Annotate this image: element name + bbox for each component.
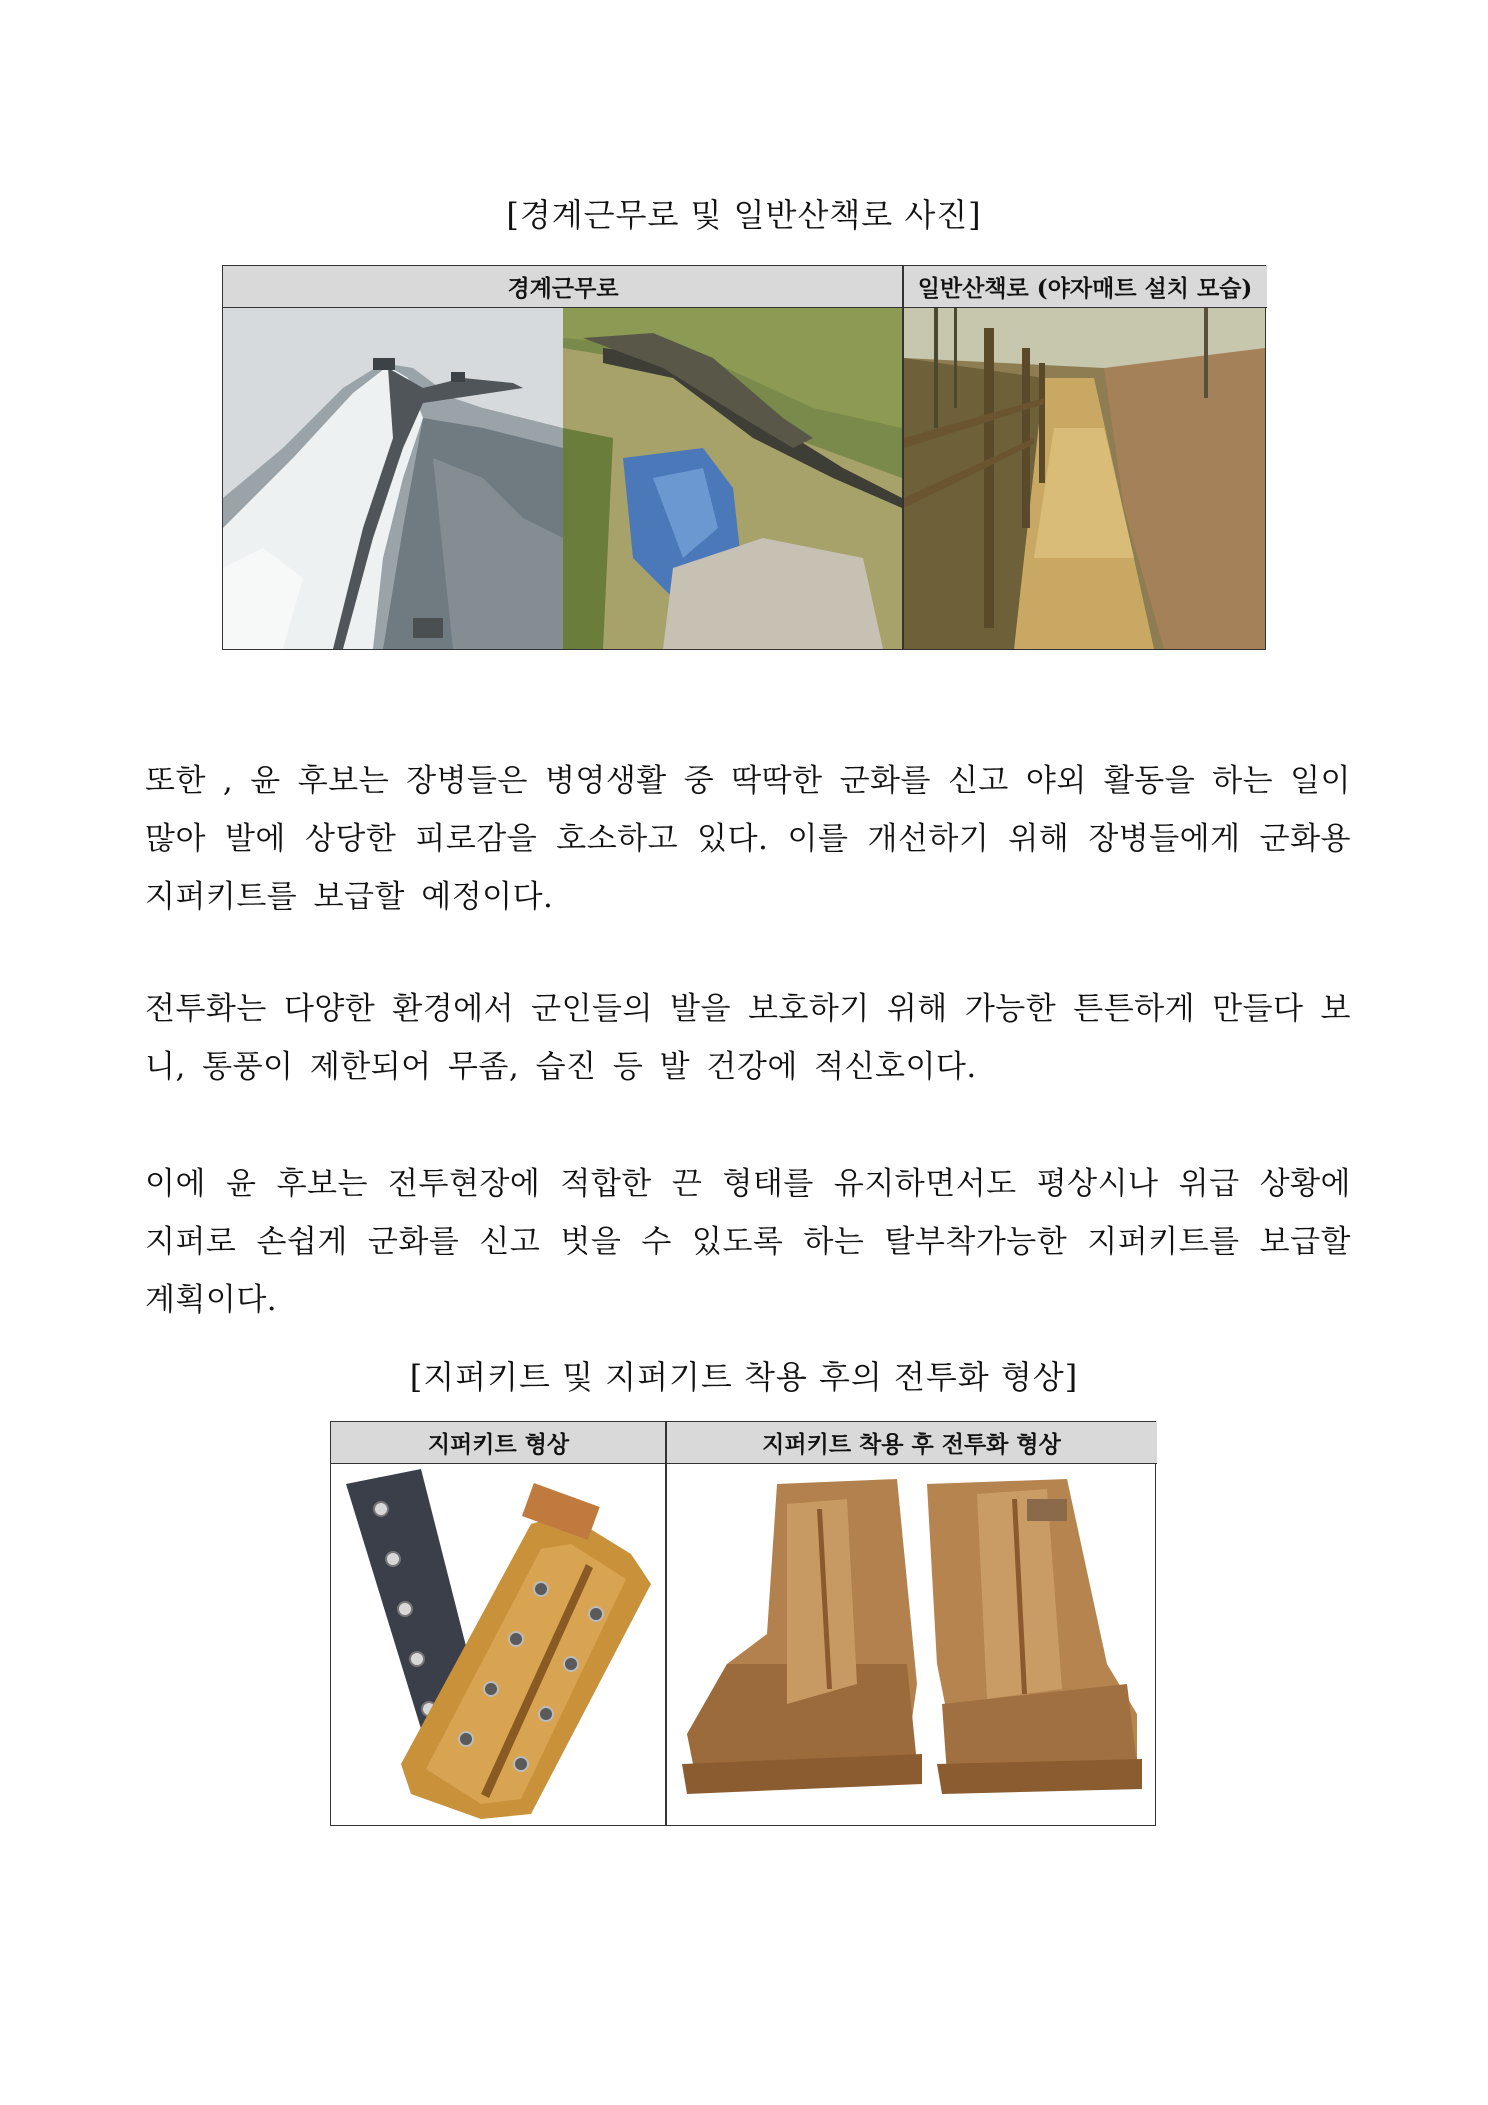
table1-header-patrol-road: 경계근무로 — [223, 266, 903, 308]
photo-table-2 — [330, 1421, 1156, 1826]
figure-caption-2: [지퍼키트 및 지퍼기트 착용 후의 전투화 형상] — [409, 1358, 1079, 1396]
forest-trail-photo — [904, 308, 1265, 649]
paragraph-zipper-kit-plan: 또한 , 윤 후보는 장병들은 병영생활 중 딱딱한 군화를 신고 야외 활동을 하는 일이 많아 발에 상당한 피로감을 호소하고 있다. 이를 개선하기 위해 장병들에게 군화용 지퍼키트를 보급할 예정이다. — [145, 763, 1351, 915]
table2-header-zipper-kit: 지퍼키트 형상 — [331, 1422, 666, 1464]
zipper-kit-photo — [331, 1464, 664, 1825]
boots-with-zipper-photo — [667, 1464, 1155, 1825]
table1-header-trail: 일반산책로 (야자매트 설치 모습) — [903, 266, 1267, 308]
snowy-patrol-road-photo — [223, 308, 563, 649]
table2-header-boots-with-kit: 지퍼키트 착용 후 전투화 형상 — [666, 1422, 1157, 1464]
figure-caption-1: [경계근무로 및 일반산책로 사진] — [506, 196, 982, 234]
forest-fence-photo — [563, 308, 902, 649]
paragraph-combat-boot-health: 전투화는 다양한 환경에서 군인들의 발을 보호하기 위해 가능한 튼튼하게 만들다 보니, 통풍이 제한되어 무좀, 습진 등 발 건강에 적신호이다. — [145, 991, 1351, 1085]
photo-table-1 — [222, 265, 1266, 650]
paragraph-detachable-zipper: 이에 윤 후보는 전투현장에 적합한 끈 형태를 유지하면서도 평상시나 위급 상황에 지퍼로 손쉽게 군화를 신고 벗을 수 있도록 하는 탈부착가능한 지퍼키트를 보급할 계획이다. — [145, 1166, 1351, 1318]
